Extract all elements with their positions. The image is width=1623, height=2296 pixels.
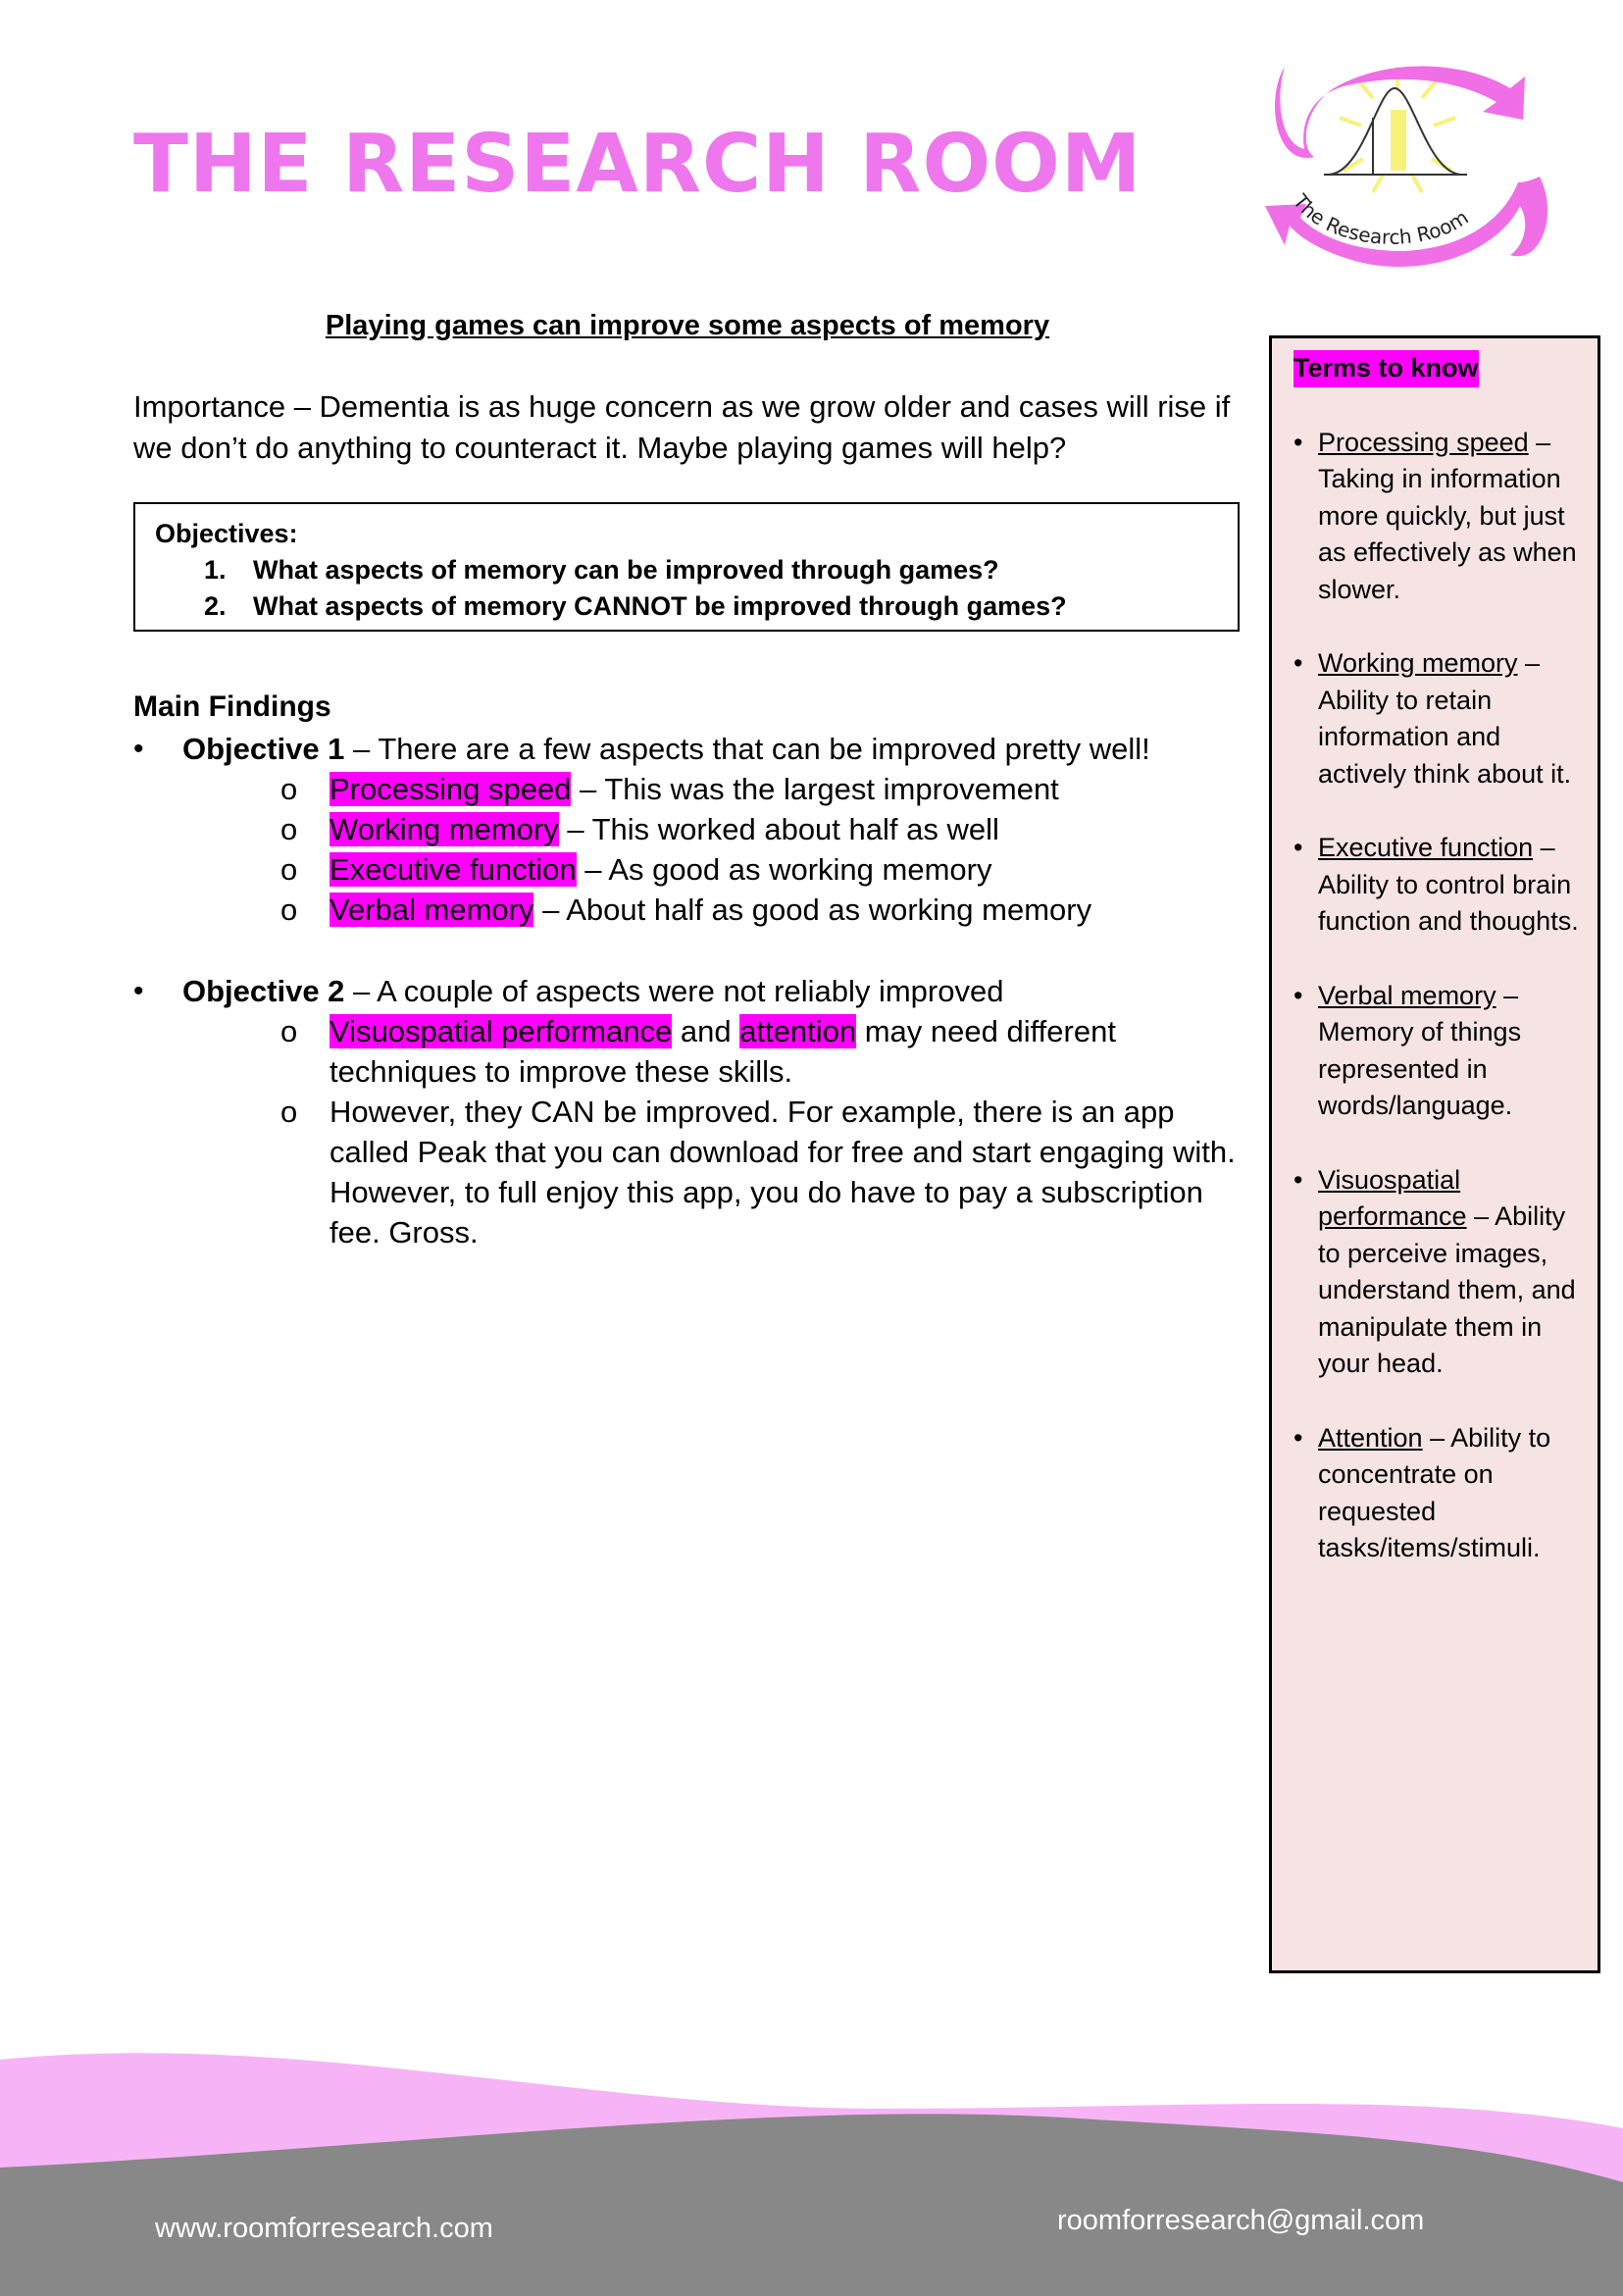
terms-sidebar bbox=[1269, 335, 1600, 1973]
objective-item bbox=[155, 588, 1218, 625]
circle-bullet-icon: o bbox=[280, 812, 298, 846]
objective1-text: – There are a few aspects that can be improved pretty well! bbox=[344, 732, 1150, 766]
objective2-text: – A couple of aspects were not reliably improved bbox=[344, 974, 1004, 1008]
objective-number: 2. bbox=[204, 591, 227, 621]
finding-term: attention bbox=[739, 1014, 857, 1048]
finding-item bbox=[133, 890, 1242, 930]
finding-text: – This worked about half as well bbox=[558, 812, 999, 846]
finding-item bbox=[133, 809, 1242, 849]
finding-text: – As good as working memory bbox=[576, 852, 992, 887]
findings-title: Main Findings bbox=[133, 690, 331, 723]
term-definition: – Ability to control brain function and thoughts. bbox=[1318, 833, 1579, 936]
finding-term: Processing speed bbox=[330, 772, 572, 806]
finding-term: Executive function bbox=[330, 852, 577, 887]
term-name: Processing speed bbox=[1318, 427, 1529, 457]
objectives-box bbox=[133, 502, 1240, 632]
objective2-label: Objective 2 bbox=[182, 974, 345, 1008]
importance-paragraph: Importance – Dementia is as huge concern as we grow older and cases will rise if we don’t do anything to counteract it. Maybe playing games will help? bbox=[133, 389, 1231, 465]
terms-title: Terms to know bbox=[1293, 350, 1479, 387]
finding-text: – About half as good as working memory bbox=[533, 893, 1092, 927]
term-entry bbox=[1293, 1420, 1582, 1567]
term-entry bbox=[1293, 425, 1582, 609]
logo-text: The Research Room bbox=[1288, 189, 1473, 249]
finding-text: However, they CAN be improved. For example, there is an app called Peak that you can download for free and start engaging with. However, to full enjoy this app, you do have to pay a subscription fee. Gross. bbox=[330, 1095, 1236, 1250]
research-room-logo bbox=[1245, 49, 1559, 284]
term-name: Executive function bbox=[1318, 833, 1534, 862]
finding-connector: and bbox=[672, 1014, 740, 1048]
term-entry bbox=[1293, 645, 1582, 792]
objective1-label: Objective 1 bbox=[182, 732, 345, 766]
main-findings bbox=[133, 687, 1242, 1252]
footer-email-link[interactable]: roomforresearch@gmail.com bbox=[1057, 2205, 1425, 2236]
bullet-icon: • bbox=[1293, 1164, 1303, 1195]
finding-item bbox=[133, 1011, 1242, 1092]
term-entry bbox=[1293, 1162, 1582, 1383]
term-name: Verbal memory bbox=[1318, 980, 1496, 1010]
objective1-bullet bbox=[133, 729, 1242, 769]
objective-item bbox=[155, 552, 1218, 588]
term-name: Attention bbox=[1318, 1422, 1423, 1453]
finding-text: may need different techniques to improve these skills. bbox=[330, 1014, 1116, 1089]
finding-item bbox=[133, 1092, 1242, 1252]
term-entry bbox=[1293, 978, 1582, 1125]
term-entry bbox=[1293, 830, 1582, 941]
circle-bullet-icon: o bbox=[280, 772, 298, 806]
term-definition: – Ability to concentrate on requested tasks/items/stimuli. bbox=[1318, 1422, 1551, 1562]
objective2-bullet bbox=[133, 971, 1242, 1011]
circle-bullet-icon: o bbox=[280, 893, 298, 927]
circle-bullet-icon: o bbox=[280, 1095, 298, 1129]
bullet-icon: • bbox=[133, 975, 144, 1007]
footer-website-link[interactable]: www.roomforresearch.com bbox=[155, 2213, 493, 2244]
bullet-icon: • bbox=[1293, 648, 1303, 678]
objective-text: What aspects of memory can be improved through games? bbox=[253, 555, 999, 585]
finding-term: Verbal memory bbox=[330, 893, 534, 927]
term-definition: – Taking in information more quickly, but just as effectively as when slower. bbox=[1318, 427, 1577, 604]
circle-bullet-icon: o bbox=[280, 852, 298, 887]
circle-bullet-icon: o bbox=[280, 1014, 298, 1048]
term-definition: – Ability to retain information and actively think about it. bbox=[1318, 648, 1572, 789]
finding-text: – This was the largest improvement bbox=[571, 772, 1059, 806]
bullet-icon: • bbox=[133, 733, 144, 765]
bullet-icon: • bbox=[1293, 427, 1303, 457]
finding-item bbox=[133, 849, 1242, 890]
footer-waves bbox=[0, 2040, 1623, 2296]
term-definition: – Ability to perceive images, understand them, and manipulate them in your head. bbox=[1318, 1201, 1576, 1378]
finding-term: Working memory bbox=[330, 812, 559, 846]
term-name: Visuospatial performance bbox=[1318, 1164, 1467, 1231]
bullet-icon: • bbox=[1293, 980, 1303, 1010]
bullet-icon: • bbox=[1293, 1422, 1303, 1453]
objective-number: 1. bbox=[204, 555, 227, 585]
bullet-icon: • bbox=[1293, 833, 1303, 862]
page-title: THE RESEARCH ROOM bbox=[133, 118, 1142, 211]
term-definition: – Memory of things represented in words/language. bbox=[1318, 980, 1522, 1120]
finding-term: Visuospatial performance bbox=[330, 1014, 673, 1048]
document-heading: Playing games can improve some aspects of memory bbox=[325, 310, 1050, 341]
objective-text: What aspects of memory CANNOT be improved through games? bbox=[253, 591, 1067, 621]
finding-item bbox=[133, 769, 1242, 809]
objectives-title: Objectives: bbox=[155, 519, 298, 548]
term-name: Working memory bbox=[1318, 648, 1518, 678]
